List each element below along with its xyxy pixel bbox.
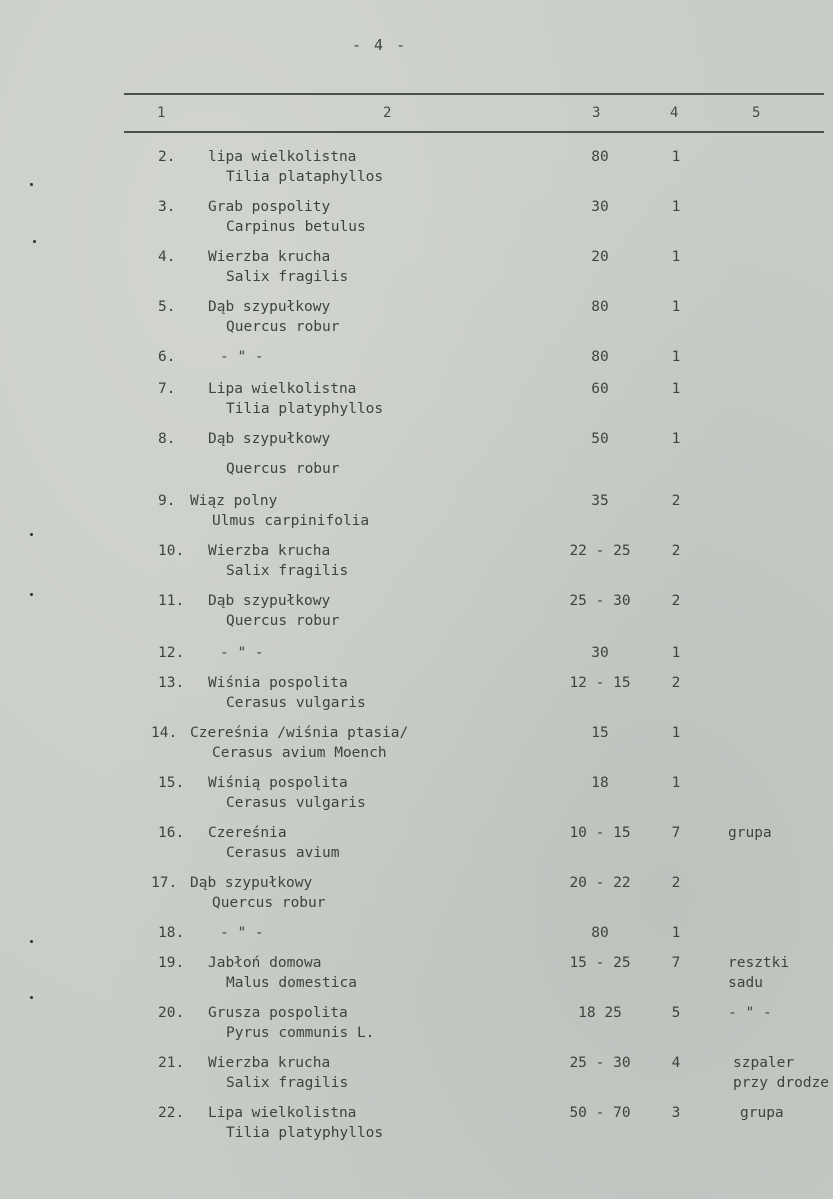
tree-count: 7 [671,955,681,971]
polish-name: Dąb szypułkowy [208,299,331,315]
table-row [0,873,833,913]
species-names [208,197,366,237]
species-names [208,643,264,663]
tree-height: 35 [591,493,609,509]
tree-count: 2 [671,493,681,509]
row-number: 19. [158,955,185,971]
polish-name: Wiąz polny [190,493,278,509]
row-number: 2. [158,149,176,165]
row-number: 20. [158,1005,185,1021]
remark-line: grupa [728,825,772,841]
polish-name: Czereśnia /wiśnia ptasia/ [190,725,409,741]
tree-height: 12 - 15 [569,675,631,691]
remark-line: sadu [728,975,763,991]
tree-height: 15 [591,725,609,741]
table-header-rule [124,131,824,133]
row-number: 12. [158,645,185,661]
polish-name: Dąb szypułkowy [208,431,331,447]
tree-count: 1 [671,199,681,215]
tree-count: 2 [671,543,681,559]
table-row [0,541,833,581]
tree-count: 1 [671,349,681,365]
column-header-3: 3 [592,105,601,121]
row-number: 18. [158,925,185,941]
tree-count: 1 [671,925,681,941]
species-names [208,1053,348,1093]
table-row [0,673,833,713]
latin-name: Quercus robur [226,319,340,335]
table-top-rule [124,93,824,95]
row-number: 21. [158,1055,185,1071]
remark-line: szpaler [733,1055,795,1071]
tree-height: 25 - 30 [569,1055,631,1071]
latin-name: Quercus robur [212,895,326,911]
species-names [208,773,366,813]
polish-name: Wierzba krucha [208,543,331,559]
remark-line: grupa [740,1105,784,1121]
tree-count: 1 [671,149,681,165]
column-header-5: 5 [752,105,761,121]
polish-name: Czereśnia [208,825,287,841]
species-names [208,247,348,287]
table-row [0,429,833,477]
row-number: 11. [158,593,185,609]
margin-mark [30,183,33,186]
row-number: 14. [151,725,178,741]
polish-name: Wierzba krucha [208,1055,331,1071]
tree-height: 20 - 22 [569,875,631,891]
tree-count: 1 [671,725,681,741]
polish-name: Wierzba krucha [208,249,331,265]
table-row [0,197,833,237]
table-row [0,1103,833,1143]
row-number: 4. [158,249,176,265]
table-row [0,773,833,813]
tree-height: 50 - 70 [569,1105,631,1121]
table-row [0,1053,833,1093]
row-number: 5. [158,299,176,315]
species-names [208,379,383,419]
remarks [728,1003,772,1023]
column-header-4: 4 [670,105,679,121]
tree-height: 20 [591,249,609,265]
latin-name: Tilia platyphyllos [226,401,384,417]
latin-name: Cerasus vulgaris [226,695,366,711]
polish-name: Dąb szypułkowy [190,875,313,891]
latin-name: Cerasus vulgaris [226,795,366,811]
polish-name: Wiśnią pospolita [208,775,348,791]
remarks [733,1053,829,1093]
polish-name: Dąb szypułkowy [208,593,331,609]
row-number: 15. [158,775,185,791]
margin-mark [30,996,33,999]
table-row [0,1003,833,1043]
latin-name: Ulmus carpinifolia [212,513,370,529]
latin-name: Tilia plataphyllos [226,169,384,185]
row-number: 22. [158,1105,185,1121]
polish-name: lipa wielkolistna [208,149,357,165]
row-number: 16. [158,825,185,841]
polish-name: - " - [220,645,264,661]
tree-count: 1 [671,249,681,265]
tree-count: 3 [671,1105,681,1121]
latin-name: Malus domestica [226,975,357,991]
species-names [208,591,340,631]
latin-name: Cerasus avium Moench [212,745,387,761]
remarks [740,1103,784,1123]
species-names [208,147,383,187]
table-row [0,591,833,631]
tree-height: 80 [591,299,609,315]
row-number: 6. [158,349,176,365]
table-row [0,953,833,993]
margin-mark [30,940,33,943]
row-number: 9. [158,493,176,509]
latin-name: Carpinus betulus [226,219,366,235]
row-number: 10. [158,543,185,559]
polish-name: Wiśnia pospolita [208,675,348,691]
tree-height: 25 - 30 [569,593,631,609]
table-row [0,247,833,287]
tree-count: 1 [671,381,681,397]
column-header-1: 1 [157,105,166,121]
polish-name: Lipa wielkolistna [208,381,357,397]
latin-name: Salix fragilis [226,269,349,285]
tree-height: 80 [591,349,609,365]
tree-count: 2 [671,593,681,609]
polish-name: - " - [220,925,264,941]
remarks [728,823,772,843]
tree-count: 1 [671,645,681,661]
species-names [208,1103,383,1143]
species-names [208,673,366,713]
species-names [190,491,369,531]
tree-count: 4 [671,1055,681,1071]
tree-count: 1 [671,299,681,315]
remark-line: resztki [728,955,790,971]
latin-name: Quercus robur [226,461,340,477]
species-names [208,297,340,337]
row-number: 17. [151,875,178,891]
polish-name: Jabłoń domowa [208,955,322,971]
species-names [208,1003,374,1043]
species-names [190,873,326,913]
latin-name: Tilia platyphyllos [226,1125,384,1141]
tree-height: 80 [591,925,609,941]
row-number: 13. [158,675,185,691]
row-number: 8. [158,431,176,447]
tree-height: 22 - 25 [569,543,631,559]
row-number: 3. [158,199,176,215]
table-row [0,147,833,187]
table-row [0,491,833,531]
margin-mark [30,593,33,596]
tree-count: 1 [671,775,681,791]
table-row [0,297,833,337]
remarks [728,953,789,993]
species-names [208,923,264,943]
latin-name: Pyrus communis L. [226,1025,375,1041]
polish-name: Grusza pospolita [208,1005,348,1021]
tree-count: 1 [671,431,681,447]
tree-height: 18 [591,775,609,791]
latin-name: Salix fragilis [226,563,349,579]
species-names [208,429,340,479]
polish-name: Lipa wielkolistna [208,1105,357,1121]
species-names [208,953,357,993]
species-names [190,723,408,763]
species-names [208,541,348,581]
tree-count: 2 [671,875,681,891]
tree-height: 10 - 15 [569,825,631,841]
latin-name: Quercus robur [226,613,340,629]
tree-height: 50 [591,431,609,447]
tree-count: 7 [671,825,681,841]
table-row [0,823,833,863]
table-row [0,379,833,419]
species-names [208,347,264,367]
polish-name: - " - [220,349,264,365]
tree-height: 18 25 [578,1005,622,1021]
latin-name: Cerasus avium [226,845,340,861]
tree-height: 15 - 25 [569,955,631,971]
table-row [0,723,833,763]
remark-line: - " - [728,1005,772,1021]
tree-height: 30 [591,199,609,215]
tree-count: 5 [671,1005,681,1021]
tree-height: 60 [591,381,609,397]
tree-height: 30 [591,645,609,661]
page-number: - 4 - [352,36,408,54]
margin-mark [33,240,36,243]
latin-name: Salix fragilis [226,1075,349,1091]
column-header-2: 2 [383,105,392,121]
tree-height: 80 [591,149,609,165]
row-number: 7. [158,381,176,397]
species-names [208,823,340,863]
tree-count: 2 [671,675,681,691]
polish-name: Grab pospolity [208,199,331,215]
margin-mark [30,533,33,536]
remark-line: przy drodze [733,1075,830,1091]
